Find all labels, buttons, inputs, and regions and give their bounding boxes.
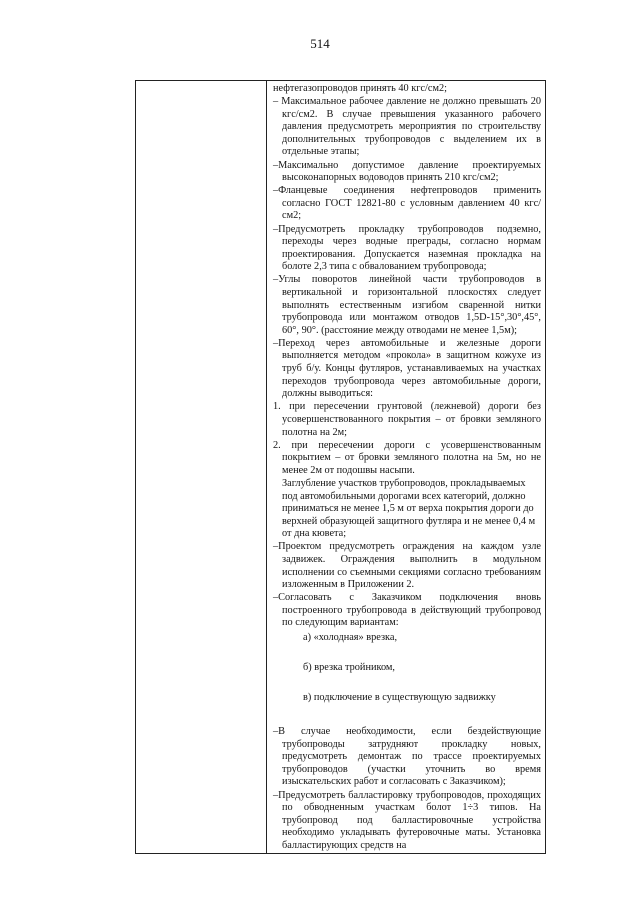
requirements-text	[273, 83, 541, 852]
paragraph-underground-laying: –Предусмотреть прокладку трубопроводов подземно, переходы через водные преграды, согласно нормам проектирования. Допускается наземная прокладка на болоте 2,3 типа с обвалованием трубопровода;	[273, 223, 541, 273]
requirements-table	[135, 80, 546, 854]
paragraph-road-crossing: –Переход через автомобильные и железные дороги выполняется методом «прокола» в защитном кожухе из труб б/у. Концы футляров, устанавливаемых на участках переходов трубопровода через автомобильные дороги, должны выводиться:	[273, 337, 541, 400]
paragraph-first: нефтегазопроводов принять 40 кгс/см2;	[273, 83, 447, 94]
paragraph-water-pipelines: –Максимально допустимое давление проектируемых высоконапорных водоводов принять 210 кгс/см2;	[273, 159, 541, 184]
right-column-cell	[267, 81, 546, 854]
paragraph-max-pressure: – Максимальное рабочее давление не должно превышать 20 кгс/см2. В случае превышения указанного рабочего давления предусмотреть мероприятия по строительству дополнительных трубопроводов с выделением их в отдельные этапы;	[273, 96, 541, 158]
variant-c: в) подключение в существующую задвижку	[303, 692, 496, 704]
paragraph-flanges: –Фланцевые соединения нефтепроводов применить согласно ГОСТ 12821-80 с условным давлением 40 кгс/см2;	[273, 185, 541, 222]
paragraph-item-2: 2. при пересечении дороги с усовершенствованным покрытием – от бровки земляного полотна на 5м, но не менее 2м от подошвы насыпи.	[273, 439, 541, 476]
left-column-cell	[136, 81, 267, 854]
table-row	[136, 81, 546, 854]
paragraph-connection: –Согласовать с Заказчиком подключения вновь построенного трубопровода в действующий трубопровод по следующим вариантам:	[273, 592, 541, 629]
variant-a: а) «холодная» врезка,	[303, 632, 398, 644]
paragraph-turn-angles: –Углы поворотов линейной части трубопроводов в вертикальной и горизонтальной плоскостях следует выполнять естественным изгибом сваренной нитки трубопровода или монтажом отводов 1,5D-15°,30°,45°, 60°, 90°. (расстояние между отводами не менее 1,5м);	[273, 274, 541, 336]
paragraph-item-1: 1. при пересечении грунтовой (лежневой) дороги без усовершенствованного покрытия – от бровки земляного полотна на 2м;	[273, 401, 541, 438]
paragraph-dismantling: –В случае необходимости, если бездействующие трубопроводы затрудняют прокладку новых, предусмотреть демонтаж по трассе проектируемых трубопроводов (участки уточнить во время изыскательских работ и согласовать с Заказчиком);	[273, 726, 541, 788]
variant-b: б) врезка тройником,	[303, 662, 395, 674]
page-number: 514	[310, 36, 330, 51]
paragraph-fencing: –Проектом предусмотреть ограждения на каждом узле задвижек. Ограждения выполнить в модульном исполнении со съемными секциями согласно требованиям изложенным в Приложении 2.	[273, 541, 541, 591]
paragraph-burial-depth: Заглубление участков трубопроводов, прокладываемых под автомобильными дорогами всех категорий, должно приниматься не менее 1,5 м от верха покрытия дороги до верхней образующей защитного футляра и не менее 0,4 м от дна кювета;	[282, 477, 536, 540]
paragraph-ballasting: –Предусмотреть балластировку трубопроводов, проходящих по обводненным участкам болот 1÷3 типов. На трубопровод под балластировочные устройства необходимо укладывать футеровочные маты. Установка балластирующих средств на	[273, 789, 541, 851]
